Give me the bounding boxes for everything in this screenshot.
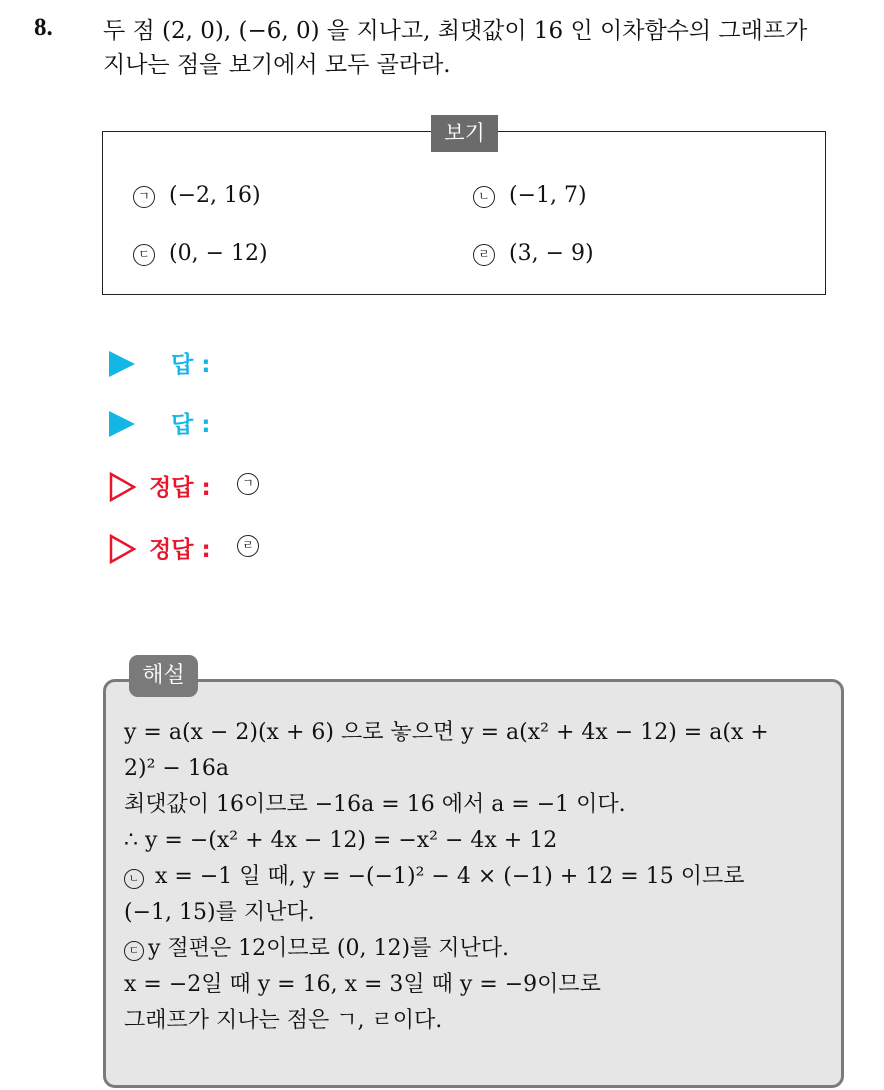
solution-line: 그래프가 지나는 점은 ㄱ, ㄹ이다. bbox=[124, 1008, 443, 1033]
choice-item bbox=[133, 183, 261, 208]
circled-nieun-icon: ㄴ bbox=[473, 186, 495, 208]
choices-box bbox=[102, 131, 826, 295]
solution-line: ∴ y = −(x² + 4x − 12) = −x² − 4x + 12 bbox=[124, 828, 558, 853]
solution-line bbox=[124, 859, 830, 895]
choice-item bbox=[133, 241, 268, 266]
solution-line: (−1, 15)를 지난다. bbox=[124, 900, 315, 925]
question-line: 두 점 (2, 0), (−6, 0) 을 지나고, 최댓값이 16 인 이차함수의 그래프가 bbox=[103, 18, 808, 44]
solution-line bbox=[124, 931, 830, 967]
choice-text: (−1, 7) bbox=[509, 183, 587, 208]
solution-line: x = −2일 때 y = 16, x = 3일 때 y = −9이므로 bbox=[124, 972, 601, 997]
answer-label: 답 : bbox=[171, 352, 211, 378]
circled-rieul-icon: ㄹ bbox=[237, 535, 259, 557]
correct-answer-label: 정답 : bbox=[149, 475, 211, 501]
choices-box-title: 보기 bbox=[431, 115, 498, 152]
choice-text: (−2, 16) bbox=[169, 183, 261, 208]
answer-label: 답 : bbox=[171, 412, 211, 438]
outline-triangle-icon bbox=[109, 472, 137, 502]
circled-nieun-icon: ㄴ bbox=[124, 869, 144, 889]
circled-giyeok-icon: ㄱ bbox=[133, 186, 155, 208]
question-number: 8. bbox=[34, 14, 53, 41]
solution-title: 해설 bbox=[129, 655, 198, 697]
choice-text: (0, − 12) bbox=[169, 241, 268, 266]
question-text bbox=[103, 14, 873, 82]
choice-item bbox=[473, 183, 587, 208]
circled-digeut-icon: ㄷ bbox=[124, 941, 144, 961]
play-triangle-icon bbox=[109, 351, 135, 377]
outline-triangle-icon bbox=[109, 534, 137, 564]
solution-line-text: y 절편은 12이므로 (0, 12)를 지난다. bbox=[148, 936, 510, 961]
circled-giyeok-icon: ㄱ bbox=[237, 473, 259, 495]
question-line: 지나는 점을 보기에서 모두 골라라. bbox=[103, 52, 451, 78]
solution-line-text: x = −1 일 때, y = −(−1)² − 4 × (−1) + 12 = 15 이므로 bbox=[155, 864, 745, 889]
correct-answer-label: 정답 : bbox=[149, 537, 211, 563]
solution-line: 최댓값이 16이므로 −16a = 16 에서 a = −1 이다. bbox=[124, 792, 626, 817]
solution-text bbox=[124, 715, 830, 1039]
solution-line: 2)² − 16a bbox=[124, 756, 229, 781]
circled-digeut-icon: ㄷ bbox=[133, 244, 155, 266]
choice-text: (3, − 9) bbox=[509, 241, 594, 266]
play-triangle-icon bbox=[109, 411, 135, 437]
solution-line: y = a(x − 2)(x + 6) 으로 놓으면 y = a(x² + 4x − 12) = a(x + bbox=[124, 720, 769, 745]
circled-rieul-icon: ㄹ bbox=[473, 244, 495, 266]
choice-item bbox=[473, 241, 594, 266]
